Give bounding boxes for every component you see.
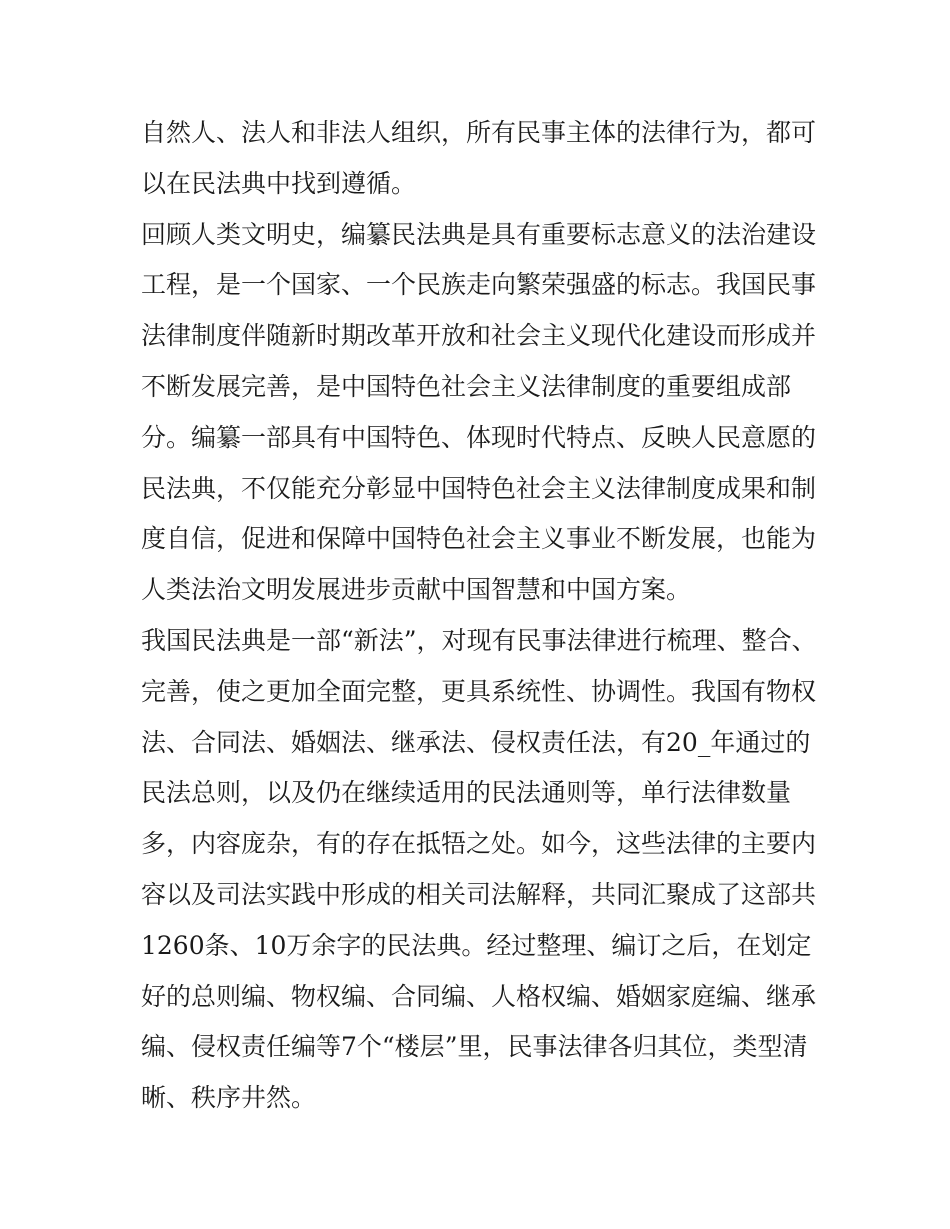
text-line: 工程，是一个国家、一个民族走向繁荣强盛的标志。我国民事 bbox=[141, 270, 817, 300]
text-line: 度自信，促进和保障中国特色社会主义事业不断发展，也能为 bbox=[141, 524, 817, 554]
text-line: 法律制度伴随新时期改革开放和社会主义现代化建设而形成并 bbox=[141, 321, 817, 351]
text-line: 1260条、10万余字的民法典。经过整理、编订之后，在划定 bbox=[141, 930, 812, 960]
text-line: 完善，使之更加全面完整，更具系统性、协调性。我国有物权 bbox=[141, 676, 817, 706]
text-line: 人类法治文明发展进步贡献中国智慧和中国方案。 bbox=[141, 575, 692, 605]
text-line: 自然人、法人和非法人组织，所有民事主体的法律行为，都可 bbox=[141, 118, 817, 147]
text-line: 分。编纂一部具有中国特色、体现时代特点、反映人民意愿的 bbox=[141, 422, 817, 452]
text-line: 编、侵权责任编等7个“楼层”里，民事法律各归其位，类型清 bbox=[141, 1032, 808, 1062]
text-line: 回顾人类文明史，编纂民法典是具有重要标志意义的法治建设 bbox=[141, 219, 817, 249]
text-line: 法、合同法、婚姻法、继承法、侵权责任法，有20_年通过的 bbox=[141, 727, 811, 757]
body-text bbox=[141, 108, 821, 1124]
text-line: 多，内容庞杂，有的存在抵牾之处。如今，这些法律的主要内 bbox=[141, 829, 817, 859]
text-line: 民法总则，以及仍在继续适用的民法通则等，单行法律数量 bbox=[141, 778, 792, 808]
text-line: 容以及司法实践中形成的相关司法解释，共同汇聚成了这部共 bbox=[141, 879, 817, 909]
text-line: 好的总则编、物权编、合同编、人格权编、婚姻家庭编、继承 bbox=[141, 981, 817, 1011]
text-line: 我国民法典是一部“新法”，对现有民事法律进行梳理、整合、 bbox=[141, 625, 817, 655]
text-line: 民法典，不仅能充分彰显中国特色社会主义法律制度成果和制 bbox=[141, 473, 817, 503]
text-line: 不断发展完善，是中国特色社会主义法律制度的重要组成部 bbox=[141, 371, 792, 401]
text-line: 以在民法典中找到遵循。 bbox=[141, 168, 417, 198]
text-line: 晰、秩序井然。 bbox=[141, 1083, 317, 1113]
